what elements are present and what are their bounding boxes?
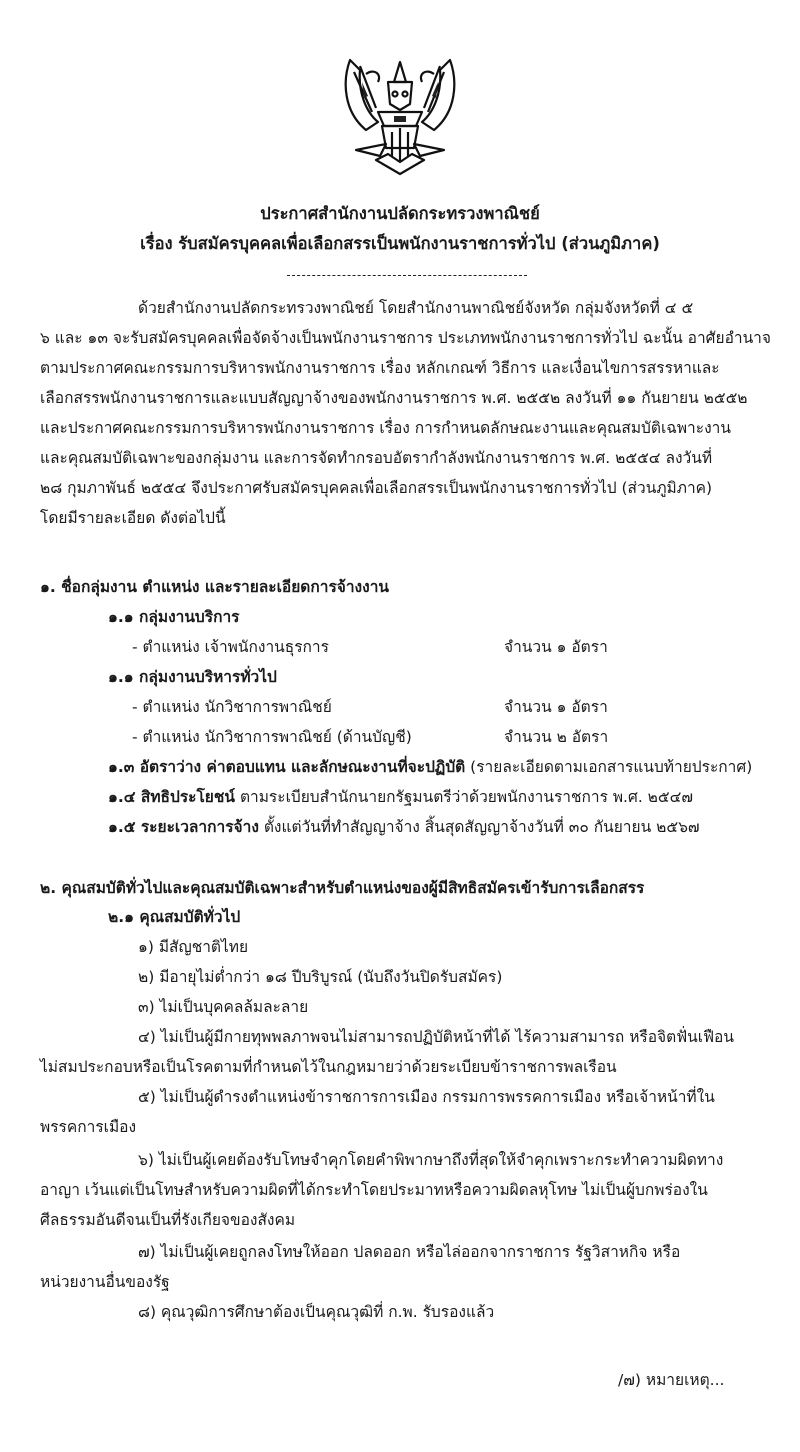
intro-line: เลือกสรรพนักงานราชการและแบบสัญญาจ้างของพนักงานราชการ พ.ศ. ๒๕๕๒ ลงวันที่ ๑๑ กันยายน ๒๕๕๒ — [40, 389, 748, 407]
intro-line: และประกาศคณะกรรมการบริหารพนักงานราชการ เรื่อง การกำหนดลักษณะงานและคุณสมบัติเฉพาะงาน — [40, 419, 731, 437]
continuation-note: /๗) หมายเหตุ... — [618, 1371, 725, 1389]
intro-line: ด้วยสำนักงานปลัดกระทรวงพาณิชย์ โดยสำนักงานพาณิชย์จังหวัด กลุ่มจังหวัดที่ ๔ ๕ — [138, 299, 694, 317]
qualification-item-cont: พรรคการเมือง — [40, 1118, 137, 1136]
intro-line: โดยมีรายละเอียด ดังต่อไปนี้ — [40, 509, 226, 527]
qualification-item: ๒) มีอายุไม่ต่ำกว่า ๑๘ ปีบริบูรณ์ (นับถึงวันปิดรับสมัคร) — [138, 968, 503, 986]
section1-item-1-5 — [108, 817, 700, 837]
item-text: (รายละเอียดตามเอกสารแนบท้ายประกาศ) — [465, 758, 753, 776]
qualification-item-cont: อาญา เว้นแต่เป็นโทษสำหรับความผิดที่ได้กระทำโดยประมาทหรือความผิดลหุโทษ ไม่เป็นผู้บกพร่องใน — [40, 1181, 708, 1199]
qualification-item-cont: ศีลธรรมอันดีจนเป็นที่รังเกียจของสังคม — [40, 1211, 296, 1229]
item-label: ๑.๔ สิทธิประโยชน์ — [108, 788, 236, 806]
intro-line: ๖ และ ๑๓ จะรับสมัครบุคคลเพื่อจัดจ้างเป็นพนักงานราชการ ประเภทพนักงานราชการทั่วไป ฉะนั้น อาศัยอำนาจ — [40, 329, 771, 347]
header-separator — [287, 275, 527, 276]
group-title: ๑.๑ กลุ่มงานบริหารทั่วไป — [108, 668, 277, 686]
section1-heading: ๑. ชื่อกลุ่มงาน ตำแหน่ง และรายละเอียดการจ้างงาน — [40, 578, 389, 596]
garuda-emblem-icon — [336, 52, 464, 180]
position-count: จำนวน ๑ อัตรา — [504, 638, 608, 656]
section1-item-1-3 — [108, 757, 752, 777]
qualification-item: ๘) คุณวุฒิการศึกษาต้องเป็นคุณวุฒิที่ ก.พ. รับรองแล้ว — [138, 1303, 495, 1321]
group-title: ๑.๑ กลุ่มงานบริการ — [108, 608, 240, 626]
intro-line: และคุณสมบัติเฉพาะของกลุ่มงาน และการจัดทำกรอบอัตรากำลังพนักงานราชการ พ.ศ. ๒๕๕๔ ลงวันที่ — [40, 449, 713, 467]
section1-item-1-4 — [108, 787, 693, 807]
qualification-item: ๕) ไม่เป็นผู้ดำรงตำแหน่งข้าราชการการเมือง กรรมการพรรคการเมือง หรือเจ้าหน้าที่ใน — [138, 1088, 715, 1106]
position-count: จำนวน ๑ อัตรา — [504, 698, 608, 716]
item-label: ๑.๕ ระยะเวลาการจ้าง — [108, 818, 259, 836]
qualification-item: ๓) ไม่เป็นบุคคลล้มละลาย — [138, 998, 309, 1016]
qualification-item-cont: หน่วยงานอื่นของรัฐ — [40, 1273, 170, 1291]
qualification-item: ๔) ไม่เป็นผู้มีกายทุพพลภาพจนไม่สามารถปฏิบัติหน้าที่ได้ ไร้ความสามารถ หรือจิตฟั่นเฟือน — [138, 1028, 734, 1046]
announcement-subject: เรื่อง รับสมัครบุคคลเพื่อเลือกสรรเป็นพนักงานราชการทั่วไป (ส่วนภูมิภาค) — [140, 234, 660, 253]
item-text: ตั้งแต่วันที่ทำสัญญาจ้าง สิ้นสุดสัญญาจ้างวันที่ ๓๐ กันยายน ๒๕๖๗ — [258, 818, 700, 836]
intro-line: ๒๘ กุมภาพันธ์ ๒๕๕๔ จึงประกาศรับสมัครบุคคลเพื่อเลือกสรรเป็นพนักงานราชการทั่วไป (ส่วนภูมิภาค) — [40, 479, 713, 497]
announcement-title: ประกาศสำนักงานปลัดกระทรวงพาณิชย์ — [260, 204, 540, 223]
position-count: จำนวน ๒ อัตรา — [504, 728, 609, 746]
position-name: - ตำแหน่ง เจ้าพนักงานธุรการ — [132, 638, 329, 656]
qualification-item: ๖) ไม่เป็นผู้เคยต้องรับโทษจำคุกโดยคำพิพากษาถึงที่สุดให้จำคุกเพราะกระทำความผิดทาง — [138, 1151, 724, 1169]
qualification-item: ๗) ไม่เป็นผู้เคยถูกลงโทษให้ออก ปลดออก หรือไล่ออกจากราชการ รัฐวิสาหกิจ หรือ — [138, 1243, 681, 1261]
position-name: - ตำแหน่ง นักวิชาการพาณิชย์ (ด้านบัญชี) — [132, 728, 412, 746]
intro-line: ตามประกาศคณะกรรมการบริหารพนักงานราชการ เรื่อง หลักเกณฑ์ วิธีการ และเงื่อนไขการสรรหาและ — [40, 359, 720, 377]
item-text: ตามระเบียบสำนักนายกรัฐมนตรีว่าด้วยพนักงานราชการ พ.ศ. ๒๕๔๗ — [235, 788, 694, 806]
qualification-item: ๑) มีสัญชาติไทย — [138, 938, 249, 956]
position-name: - ตำแหน่ง นักวิชาการพาณิชย์ — [132, 698, 332, 716]
section2-subheading: ๒.๑ คุณสมบัติทั่วไป — [108, 908, 241, 926]
qualification-item-cont: ไม่สมประกอบหรือเป็นโรคตามที่กำหนดไว้ในกฎหมายว่าด้วยระเบียบข้าราชการพลเรือน — [40, 1058, 617, 1076]
section2-heading: ๒. คุณสมบัติทั่วไปและคุณสมบัติเฉพาะสำหรับตำแหน่งของผู้มีสิทธิสมัครเข้ารับการเลือกสรร — [40, 879, 645, 897]
item-label: ๑.๓ อัตราว่าง ค่าตอบแทน และลักษณะงานที่จะปฏิบัติ — [108, 758, 466, 776]
